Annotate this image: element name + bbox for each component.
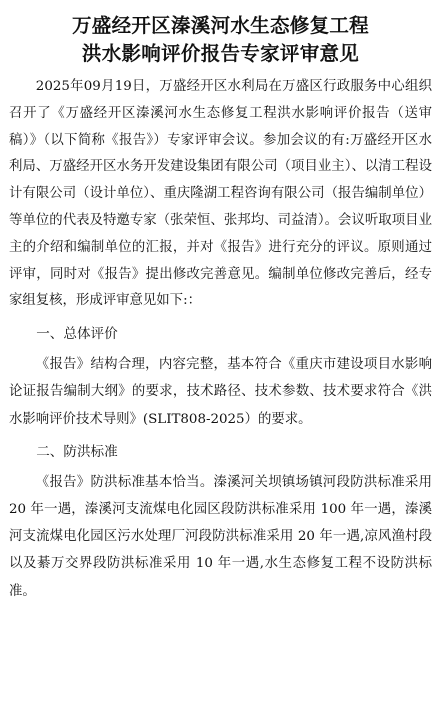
section-overall-evaluation	[9, 319, 432, 433]
title-line-1: 万盛经开区溱溪河水生态修复工程	[71, 14, 369, 37]
title-line-2: 洪水影响评价报告专家评审意见	[81, 42, 360, 65]
document-title	[9, 12, 432, 68]
intro-paragraph: 2025年09月19日，万盛经开区水利局在万盛区行政服务中心组织召开了《万盛经开区溱溪河水生态修复工程洪水影响评价报告（送审稿）》（以下简称《报告》）专家评审会议。参加会议的有:万盛经开区水利局、万盛经开区水务开发建设集团有限公司（项目业主）、以清工程设计有限公司（设计单位）、重庆隆湖工程咨询有限公司（报告编制单位）等单位的代表及特邀专家（张荣恒、张邦均、司益清）。会议听取项目业主的介绍和编制单位的汇报，并对《报告》进行充分的评议。原则通过评审，同时对《报告》提出修改完善意见。编制单位修改完善后，经专家组复核，形成评审意见如下:：	[9, 79, 432, 309]
section-body: 《报告》防洪标准基本恰当。溱溪河关坝镇场镇河段防洪标准采用 20 年一遇，溱溪河支流煤电化园区段防洪标准采用 100 年一遇，溱溪河支流煤电化园区污水处理厂河段防洪标准采用 20 年一遇,凉风渔村段以及綦万交界段防洪标准采用 10 年一遇,水生态修复工程不设防洪标准。	[9, 474, 432, 599]
section-heading: 一、总体评价	[36, 326, 118, 343]
section-flood-standard	[9, 437, 432, 605]
section-body: 《报告》结构合理，内容完整，基本符合《重庆市建设项目水影响论证报告编制大纲》的要求，技术路径、技术参数、技术要求符合《洪水影响评价技术导则》(SLIT808-2025）的要求。	[9, 357, 432, 427]
section-heading: 二、防洪标准	[36, 443, 118, 460]
